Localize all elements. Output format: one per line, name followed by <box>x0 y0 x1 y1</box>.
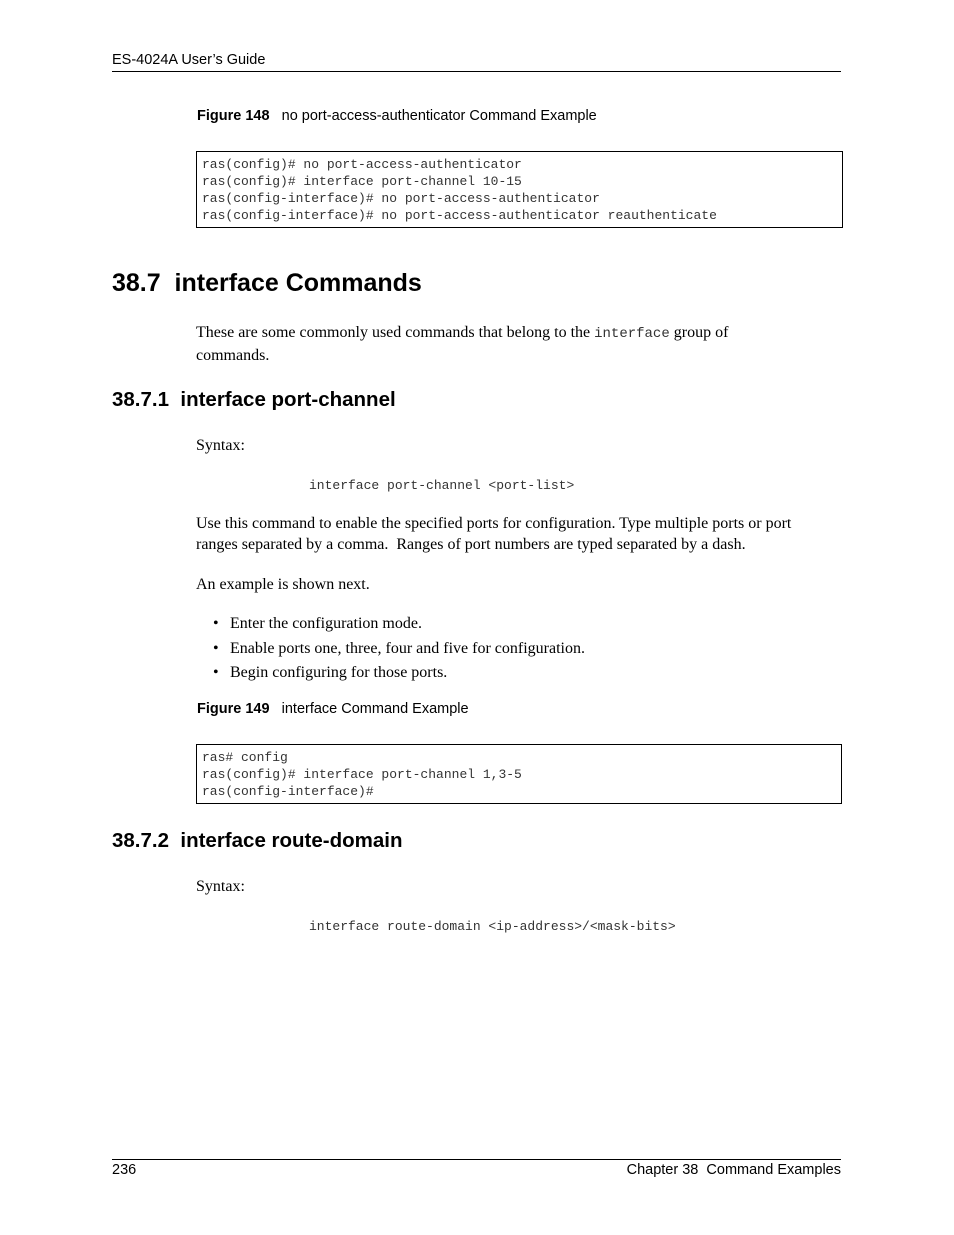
list-item-text: Begin configuring for those ports. <box>230 664 448 681</box>
example-intro: An example is shown next. <box>196 576 370 593</box>
list-item-text: Enter the configuration mode. <box>230 615 422 632</box>
running-header-title: ES-4024A User’s Guide <box>112 52 266 68</box>
code-line: ras(config-interface)# <box>202 784 374 799</box>
code-line: ras(config-interface)# no port-access-authenticator reauthenticate <box>202 208 717 223</box>
figure-148-caption <box>197 108 597 124</box>
intro-text-after: group of <box>669 324 729 341</box>
syntax-label: Syntax: <box>196 878 245 895</box>
intro-inline-code: interface <box>594 326 670 342</box>
subsection-2-heading: 38.7.2 interface route-domain <box>112 829 403 852</box>
description-line: Use this command to enable the specified ports for configuration. Type multiple ports or port <box>196 515 792 532</box>
code-line: ras(config)# no port-access-authenticator <box>202 157 522 172</box>
subsection-1-description <box>196 513 856 555</box>
syntax-label: Syntax: <box>196 437 245 454</box>
footer-rule <box>112 1159 841 1160</box>
code-line: ras(config)# interface port-channel 10-15 <box>202 174 522 189</box>
subsection-1-heading: 38.7.1 interface port-channel <box>112 388 396 411</box>
list-item-text: Enable ports one, three, four and five for configuration. <box>230 640 585 657</box>
intro-text-before: These are some commonly used commands that belong to the <box>196 324 595 341</box>
page-number: 236 <box>112 1162 137 1178</box>
figure-149-title: interface Command Example <box>281 701 469 717</box>
figure-149-caption <box>197 701 469 717</box>
figure-149-code-box <box>196 744 842 804</box>
syntax-code: interface port-channel <port-list> <box>309 478 575 493</box>
bullet-icon: • <box>213 664 219 681</box>
list-item <box>213 640 585 658</box>
syntax-code: interface route-domain <ip-address>/<mask-bits> <box>309 919 676 934</box>
figure-149-label: Figure 149 <box>197 701 270 717</box>
code-line: ras(config-interface)# no port-access-authenticator <box>202 191 600 206</box>
header-rule <box>112 71 841 72</box>
list-item <box>213 615 422 633</box>
code-line: ras# config <box>202 750 288 765</box>
intro-text-line2: commands. <box>196 347 270 364</box>
figure-148-title: no port-access-authenticator Command Example <box>281 108 597 124</box>
code-line: ras(config)# interface port-channel 1,3-5 <box>202 767 522 782</box>
section-intro <box>196 322 846 366</box>
figure-148-code-box <box>196 151 843 228</box>
list-item <box>213 664 447 682</box>
description-line: ranges separated by a comma. Ranges of port numbers are typed separated by a dash. <box>196 536 746 553</box>
figure-148-label: Figure 148 <box>197 108 270 124</box>
bullet-icon: • <box>213 640 219 657</box>
bullet-icon: • <box>213 615 219 632</box>
section-heading: 38.7 interface Commands <box>112 269 422 297</box>
chapter-title: Chapter 38 Command Examples <box>626 1162 841 1178</box>
